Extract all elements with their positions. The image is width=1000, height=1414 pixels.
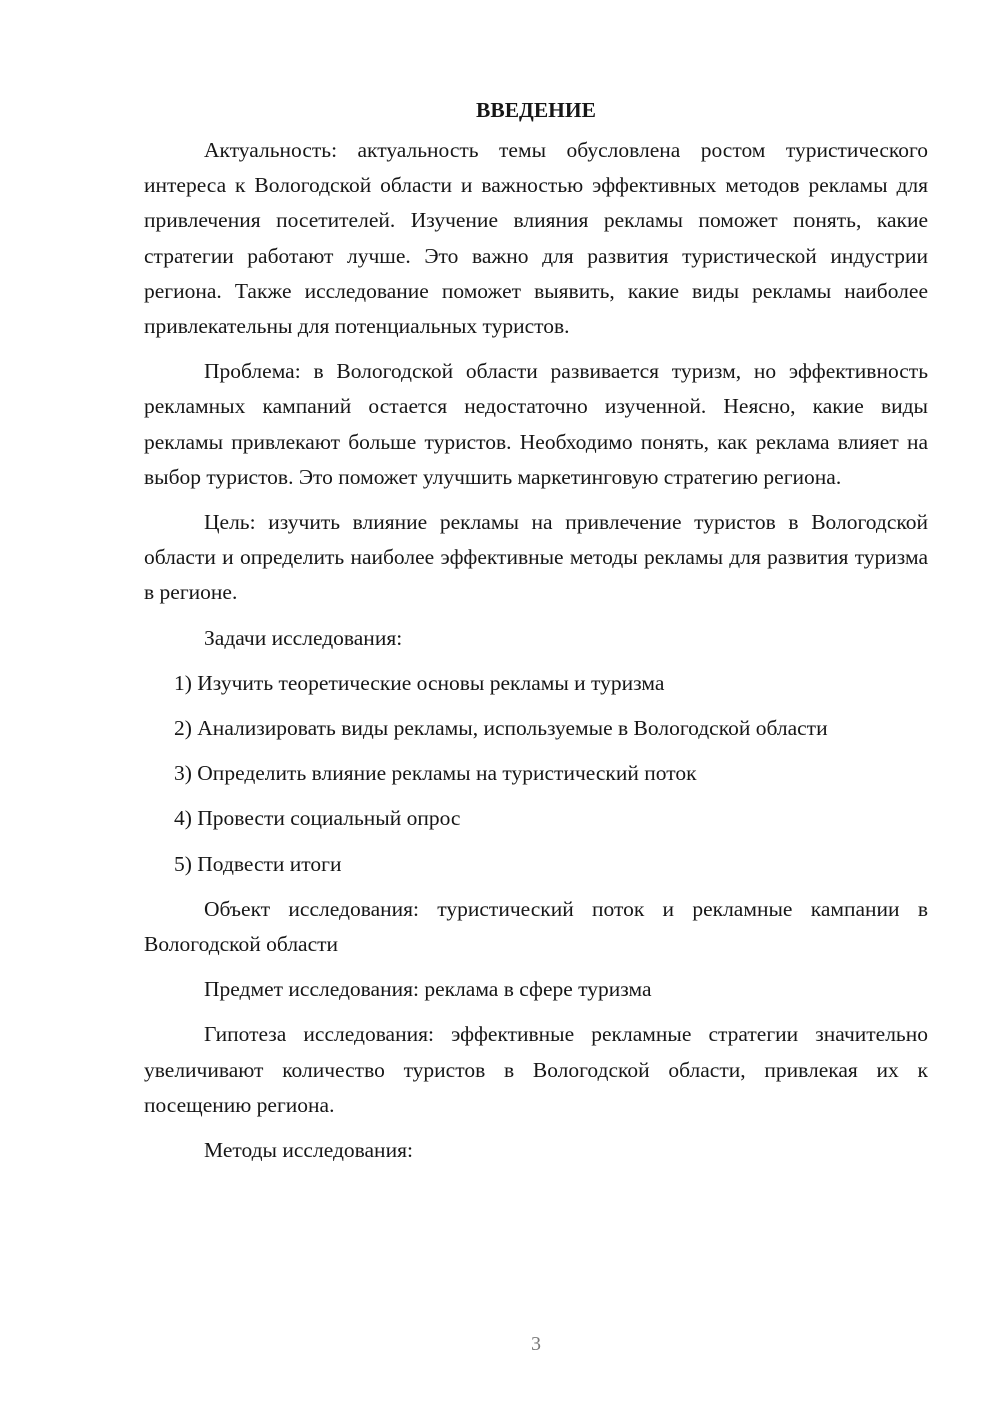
- paragraph-hypothesis: Гипотеза исследования: эффективные рекламные стратегии значительно увеличивают количество туристов в Вологодской области, привлекая их к посещению региона.: [144, 1022, 928, 1117]
- page-content: [144, 92, 928, 1178]
- task-item-5: 5) Подвести итоги: [174, 851, 342, 876]
- task-item-2: 2) Анализировать виды рекламы, используемые в Вологодской области: [174, 716, 828, 741]
- task-item-3: 3) Определить влияние рекламы на туристический поток: [174, 761, 697, 786]
- paragraph-relevance: Актуальность: актуальность темы обусловлена ростом туристического интереса к Вологодской области и важностью эффективных методов рекламы для привлечения посетителей. Изучение влияния рекламы поможет понять, какие стратегии работают лучше. Это важно для развития туристической индустрии региона. Также исследование поможет выявить, какие виды рекламы наиболее привлекательны для потенциальных туристов.: [144, 138, 928, 339]
- page-heading: ВВЕДЕНИЕ: [476, 98, 596, 122]
- paragraph-subject: Предмет исследования: реклама в сфере туризма: [204, 977, 652, 1002]
- task-item-4: 4) Провести социальный опрос: [174, 806, 461, 831]
- paragraph-tasks-title: Задачи исследования:: [204, 625, 403, 650]
- page-number: 3: [531, 1333, 541, 1355]
- task-item-1: 1) Изучить теоретические основы рекламы и туризма: [174, 670, 665, 695]
- paragraph-object: Объект исследования: туристический поток и рекламные кампании в Вологодской области: [144, 896, 928, 957]
- paragraph-problem: Проблема: в Вологодской области развивается туризм, но эффективность рекламных кампаний остается недостаточно изученной. Неясно, какие виды рекламы привлекают больше туристов. Необходимо понять, как реклама влияет на выбор туристов. Это поможет улучшить маркетинговую стратегию региона.: [144, 359, 928, 489]
- paragraph-goal: Цель: изучить влияние рекламы на привлечение туристов в Вологодской области и определить наиболее эффективные методы рекламы для развития туризма в регионе.: [144, 510, 928, 605]
- paragraph-methods-title: Методы исследования:: [204, 1138, 413, 1163]
